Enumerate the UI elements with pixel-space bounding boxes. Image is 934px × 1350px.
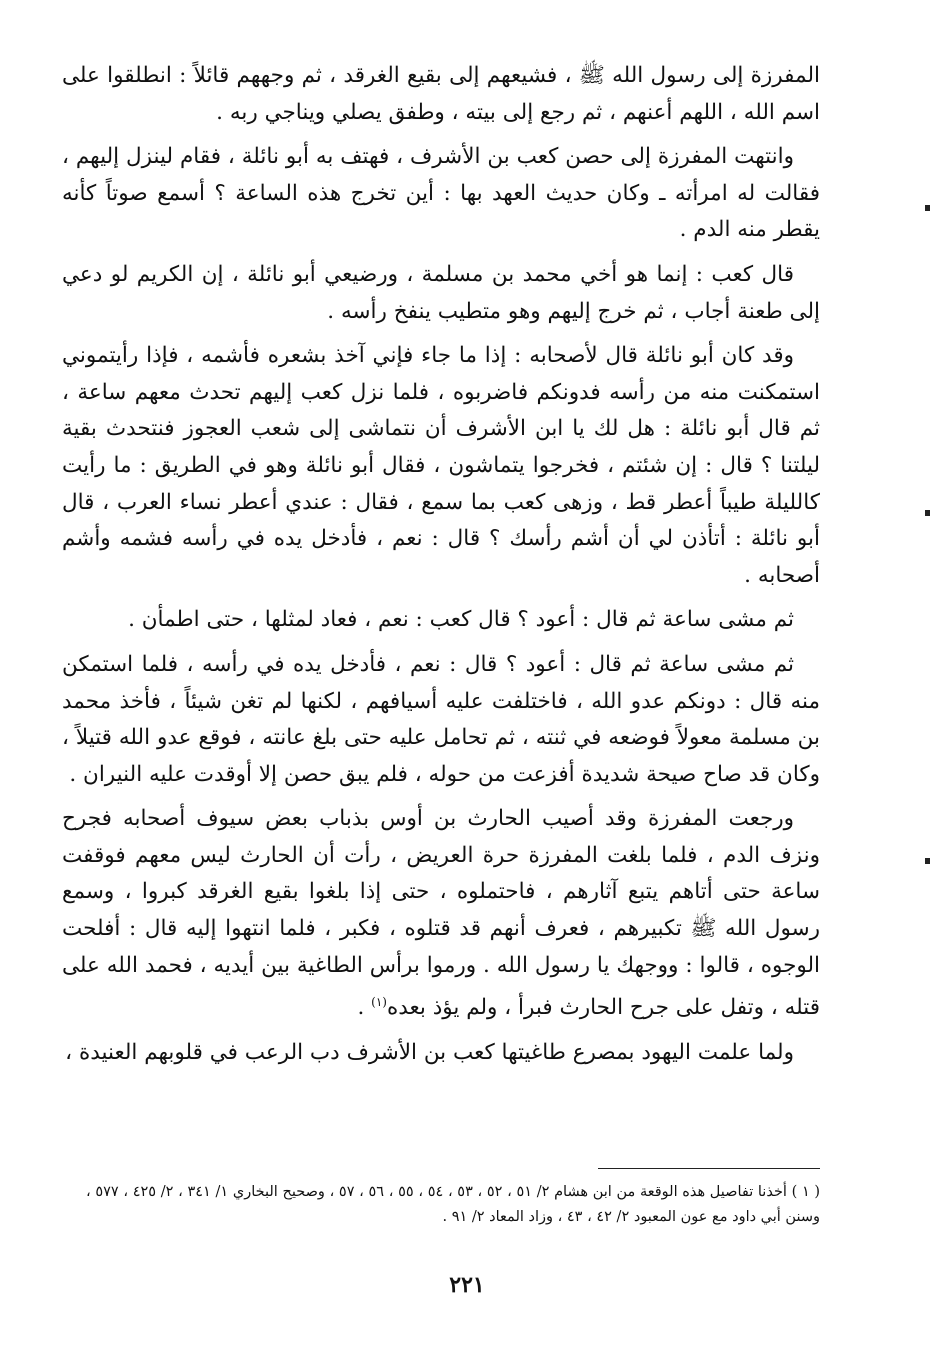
paragraph-5: ثم مشى ساعة ثم قال : أعود ؟ قال كعب : نعم ، فعاد لمثلها ، حتى اطمأن . <box>128 607 794 633</box>
page-number: ٢٢١ <box>449 1272 485 1298</box>
margin-mark <box>925 510 930 516</box>
paragraph-6: ثم مشى ساعة ثم قال : أعود ؟ قال : نعم ، فأدخل يده في رأسه ، فلما استمكن منه قال : دونكم عدو الله ، فاختلفت عليه أسيافهم ، لكنها لم تغن شيئاً ، فأخذ محمد بن مسلمة معولاً فوضعه في ثنته ، ثم تحامل عليه حتى بلغ عانته ، فوقع عدو الله قتيلاً ، وكان قد صاح صيحة شديدة أفزعت من حوله ، فلم يبق حصن إلا أوقدت عليه النيران . <box>62 651 820 787</box>
paragraph-3: قال كعب : إنما هو أخي محمد بن مسلمة ، ورضيعي أبو نائلة ، إن الكريم لو دعي إلى طعنة أجاب ، ثم خرج إليهم وهو متطيب ينفخ رأسه . <box>62 261 820 324</box>
paragraph-1: المفرزة إلى رسول الله ﷺ ، فشيعهم إلى بقيع الغرقد ، ثم وجههم قائلاً : انطلقوا على اسم الله ، اللهم أعنهم ، ثم رجع إلى بيته ، وطفق يصلي ويناجي ربه . <box>62 63 820 125</box>
paragraph-7-text: ورجعت المفرزة وقد أصيب الحارث بن أوس بذباب بعض سيوف أصحابه فجرح ونزف الدم ، فلما بلغت المفرزة حرة العريض ، رأت أن الحارث ليس معهم فوقفت ساعة حتى أتاهم يتبع آثارهم ، فاحتملوه ، حتى إذا بلغوا بقيع الغرقد كبروا ، وسمع رسول الله ﷺ تكبيرهم ، فعرف أنهم قد قتلوه ، فكبر ، فلما انتهوا إليه قال : أفلحت الوجوه ، قالوا : ووجهك يا رسول الله . ورموا برأس الطاغية بين أيديه ، فحمد الله على قتله ، وتفل على جرح الحارث فبرأ ، ولم يؤذ بعده <box>62 806 820 1021</box>
footnote: ( ١ ) أخذنا تفاصيل هذه الوقعة من ابن هشام ٢/ ٥١ ، ٥٢ ، ٥٣ ، ٥٤ ، ٥٥ ، ٥٦ ، ٥٧ ، وصحيح البخاري ١/ ٣٤١ ، ٢/ ٤٢٥ ، ٥٧٧ ، وسنن أبي داود مع عون المعبود ٢/ ٤٢ ، ٤٣ ، وزاد المعاد ٢/ ٩١ . <box>86 1184 821 1225</box>
body-text <box>62 58 820 1080</box>
footnote-reference: (١) <box>371 995 387 1010</box>
paragraph-4: وقد كان أبو نائلة قال لأصحابه : إذا ما جاء فإني آخذ بشعره فأشمه ، فإذا رأيتموني استمكنت منه من رأسه فدونكم فاضربوه ، فلما نزل كعب إليهم تحدث معهم ساعة ، ثم قال أبو نائلة : هل لك يا ابن الأشرف أن نتماشى إلى شعب العجوز فنتحدث بقية ليلتنا ؟ قال : إن شئتم ، فخرجوا يتماشون ، فقال أبو نائلة وهو في الطريق : ما رأيت كالليلة طيباً أعطر قط ، وزهى كعب بما سمع ، فقال : عندي أعطر نساء العرب ، قال أبو نائلة : أتأذن لي أن أشم رأسك ؟ قال : نعم ، فأدخل يده في رأسه فشمه وأشم أصحابه . <box>62 343 820 588</box>
margin-mark <box>925 858 930 864</box>
paragraph-7: ورجعت المفرزة وقد أصيب الحارث بن أوس بذباب بعض سيوف أصحابه فجرح ونزف الدم ، فلما بلغت المفرزة حرة العريض ، رأت أن الحارث ليس معهم فوقفت ساعة حتى أتاهم يتبع آثارهم ، فاحتملوه ، حتى إذا بلغوا بقيع الغرقد كبروا ، وسمع رسول الله ﷺ تكبيرهم ، فعرف أنهم قد قتلوه ، فكبر ، فلما انتهوا إليه قال : أفلحت الوجوه ، قالوا : ووجهك يا رسول الله . ورموا برأس الطاغية بين أيديه ، فحمد الله على قتله ، وتفل على جرح الحارث فبرأ ، ولم يؤذ بعده$^{(١)}$ . <box>62 806 820 1021</box>
paragraph-2: وانتهت المفرزة إلى حصن كعب بن الأشرف ، فهتف به أبو نائلة ، فقام لينزل إليهم ، فقالت له امرأته ـ وكان حديث العهد بها : أين تخرج هذه الساعة ؟ أسمع صوتاً كأنه يقطر منه الدم . <box>62 144 820 243</box>
margin-mark <box>925 205 930 211</box>
paragraph-8: ولما علمت اليهود بمصرع طاغيتها كعب بن الأشرف دب الرعب في قلوبهم العنيدة ، <box>65 1040 794 1065</box>
footnote-divider <box>598 1168 820 1169</box>
